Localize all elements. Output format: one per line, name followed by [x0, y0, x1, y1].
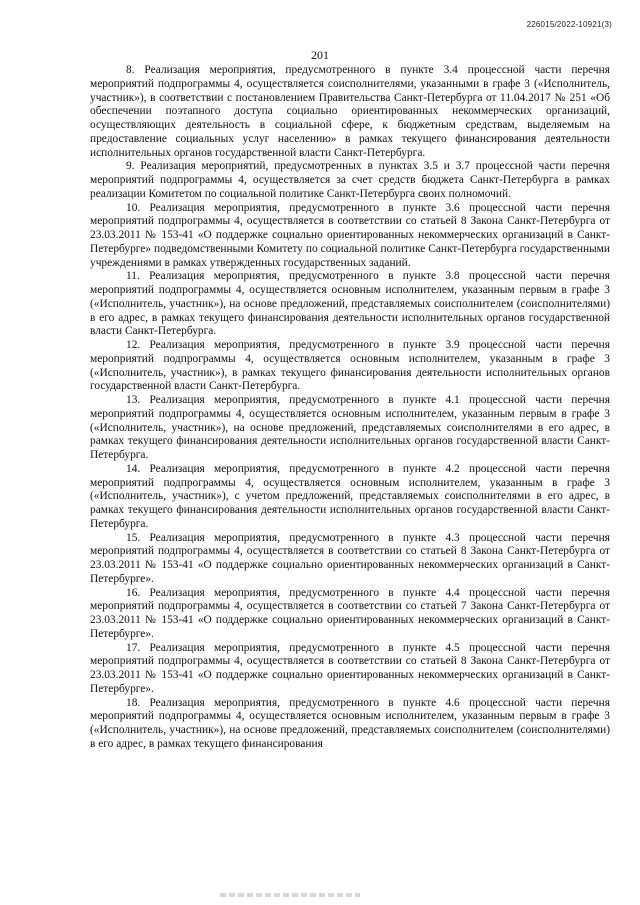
paragraph-13: 13. Реализация мероприятия, предусмотренного в пункте 4.1 процессной части перечня мероприятий подпрограммы 4, осуществляется основным исполнителем, указанным первым в графе 3 («Исполнитель, участник»), на основе предложений, представляемых соисполнителями в его адрес, в рамках текущего финансирования деятельности исполнительных органов государственной власти Санкт-Петербурга.	[90, 394, 610, 461]
paragraph-10: 10. Реализация мероприятия, предусмотренного в пункте 3.6 процессной части перечня мероприятий подпрограммы 4, осуществляется в соответствии со статьей 8 Закона Санкт-Петербурга от 23.03.2011 № 153-41 «О поддержке социально ориентированных некоммерческих организаций в Санкт-Петербурге» подведомственными Комитету по социальной политике Санкт-Петербурга государственными учреждениями в рамках утвержденных государственных заданий.	[90, 201, 610, 269]
paragraph-14: 14. Реализация мероприятия, предусмотренного в пункте 4.2 процессной части перечня мероприятий подпрограммы 4, осуществляется основным исполнителем, указанным в графе 3 («Исполнитель, участник»), с учетом предложений, представляемых соисполнителями в его адрес, в рамках текущего финансирования деятельности исполнительных органов государственной власти Санкт-Петербурга.	[90, 462, 610, 530]
document-body	[90, 64, 610, 752]
page-number: 201	[311, 48, 329, 62]
paragraph-15: 15. Реализация мероприятия, предусмотренного в пункте 4.3 процессной части перечня мероприятий подпрограммы 4, осуществляется в соответствии со статьей 8 Закона Санкт-Петербурга от 23.03.2011 № 153-41 «О поддержке социально ориентированных некоммерческих организаций в Санкт-Петербурге».	[90, 531, 610, 585]
paragraph-18: 18. Реализация мероприятия, предусмотренного в пункте 4.6 процессной части перечня мероприятий подпрограммы 4, осуществляется основным исполнителем, указанным первым в графе 3 («Исполнитель, участник»), на основе предложений, представляемых соисполнителем (соисполнителями) в его адрес, в рамках текущего финансирования	[90, 696, 610, 750]
paragraph-12: 12. Реализация мероприятия, предусмотренного в пункте 3.9 процессной части перечня мероприятий подпрограммы 4, осуществляется основным исполнителем, указанным в графе 3 («Исполнитель, участник»), в рамках текущего финансирования деятельности исполнительных органов государственной власти Санкт-Петербурга.	[90, 339, 610, 393]
paragraph-16: 16. Реализация мероприятия, предусмотренного в пункте 4.4 процессной части перечня мероприятий подпрограммы 4, осуществляется в соответствии со статьей 7 Закона Санкт-Петербурга от 23.03.2011 № 153-41 «О поддержке социально ориентированных некоммерческих организаций в Санкт-Петербурге».	[90, 586, 610, 640]
footer-scan-mark	[220, 893, 360, 897]
paragraph-8: 8. Реализация мероприятия, предусмотренного в пункте 3.4 процессной части перечня мероприятий подпрограммы 4, осуществляется соисполнителями, указанными в графе 3 («Исполнитель, участник»), в соответствии с постановлением Правительства Санкт-Петербурга от 11.04.2017 № 251 «Об обеспечении поэтапного доступа социально ориентированных некоммерческих организаций, осуществляющих деятельность в социальной сфере, к бюджетным средствам, выделяемым на предоставление социальных услуг населению» в рамках текущего финансирования деятельности исполнительных органов государственной власти Санкт-Петербурга.	[90, 64, 610, 159]
paragraph-11: 11. Реализация мероприятия, предусмотренного в пункте 3.8 процессной части перечня мероприятий подпрограммы 4, осуществляется основным исполнителем, указанным первым в графе 3 («Исполнитель, участник»), на основе предложений, представляемых соисполнителем (соисполнителями) в его адрес, в рамках текущего финансирования деятельности исполнительных органов государственной власти Санкт-Петербурга.	[90, 270, 610, 338]
document-registration-number: 226015/2022-10921(3)	[526, 20, 612, 29]
paragraph-9: 9. Реализация мероприятий, предусмотренных в пунктах 3.5 и 3.7 процессной части перечня мероприятий подпрограммы 4, осуществляется за счет средств бюджета Санкт-Петербурга в рамках реализации Комитетом по социальной политике Санкт-Петербурга своих полномочий.	[90, 160, 610, 200]
paragraph-17: 17. Реализация мероприятия, предусмотренного в пункте 4.5 процессной части перечня мероприятий подпрограммы 4, осуществляется в соответствии со статьей 8 Закона Санкт-Петербурга от 23.03.2011 № 153-41 «О поддержке социально ориентированных некоммерческих организаций в Санкт-Петербурге».	[90, 641, 610, 695]
